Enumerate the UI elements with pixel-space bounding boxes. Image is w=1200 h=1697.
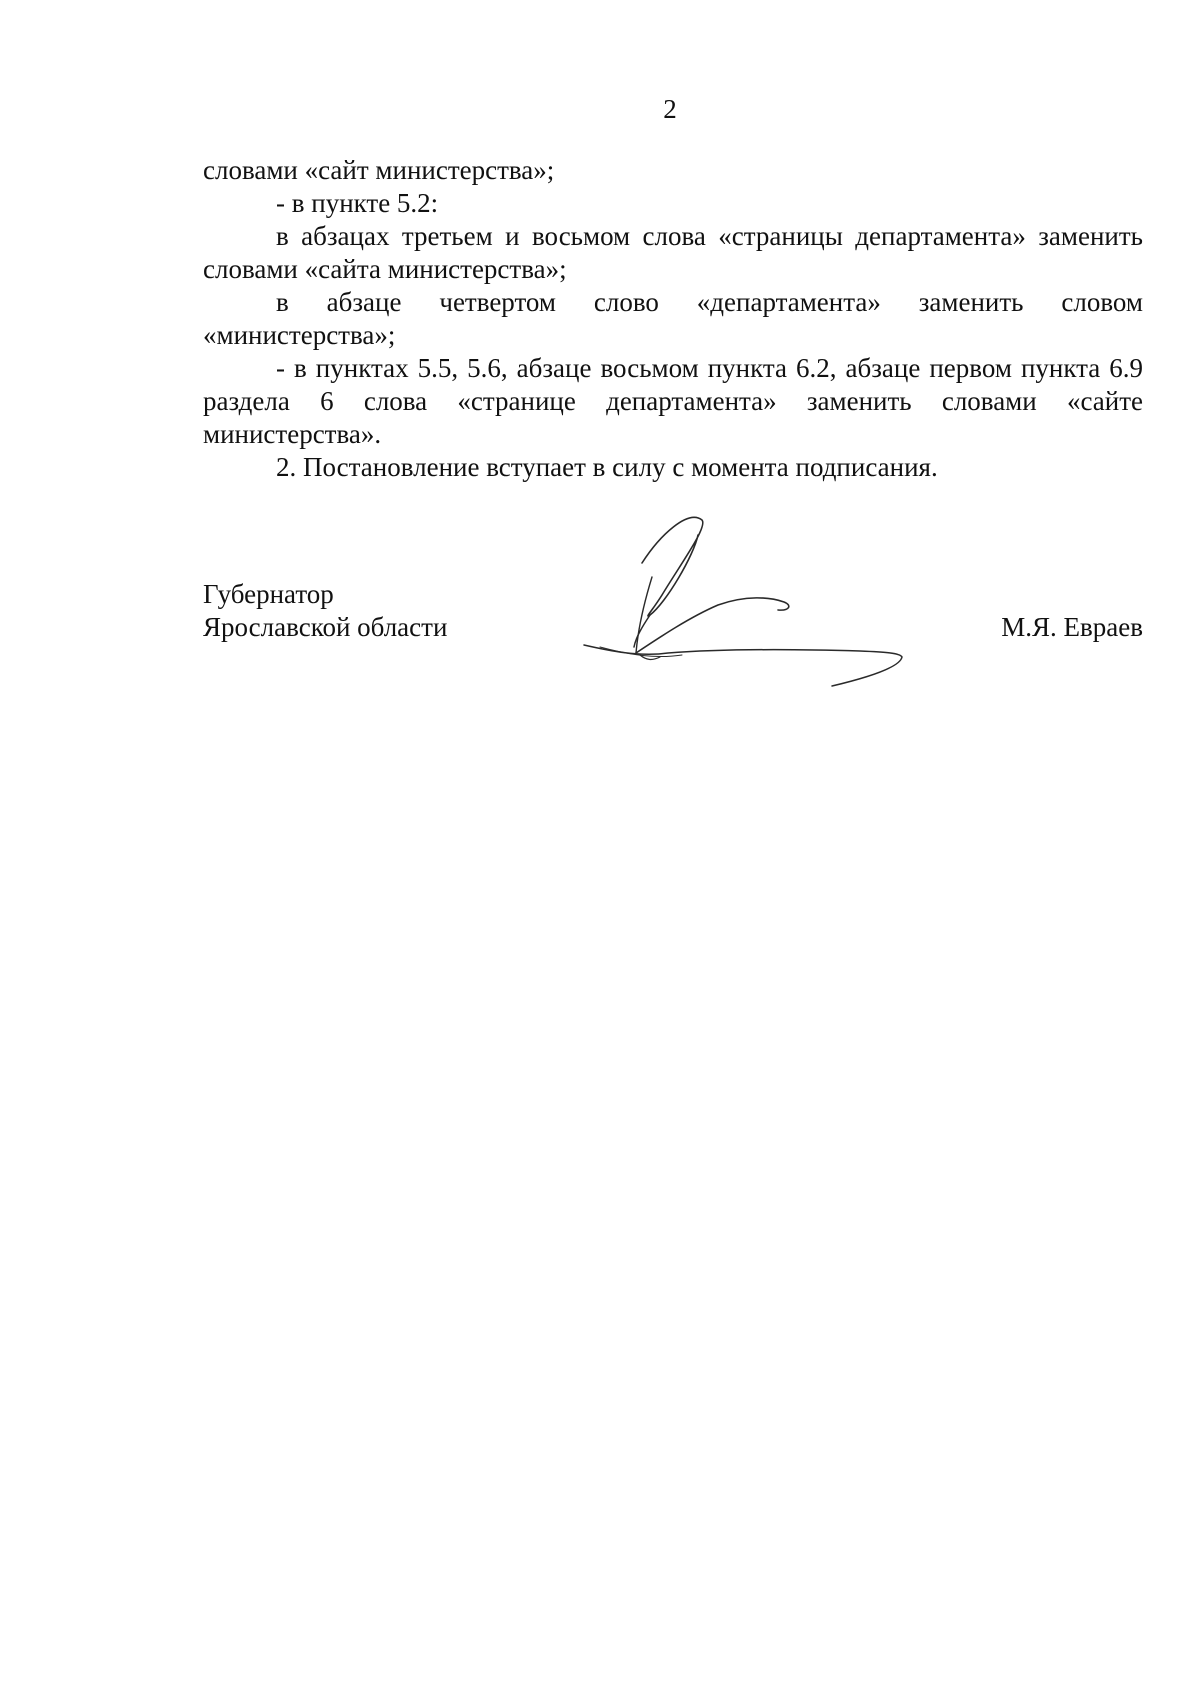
paragraph-abzats-third-eighth: в абзацах третьем и восьмом слова «страницы департамента» заменить словами «сайта министерства»; xyxy=(203,221,1143,284)
paragraph-items-5-5-5-6: - в пунктах 5.5, 5.6, абзаце восьмом пункта 6.2, абзаце первом пункта 6.9 раздела 6 слова «странице департамента» заменить словами «сайте министерства». xyxy=(203,353,1143,449)
signatory-title-line1: Губернатор xyxy=(203,579,334,609)
signatory-title-line2: Ярославской области xyxy=(203,612,448,642)
handwritten-signature xyxy=(570,515,950,695)
paragraph-item-5-2: - в пункте 5.2: xyxy=(276,188,439,218)
paragraph-continuation: словами «сайт министерства»; xyxy=(203,155,555,185)
signatory-title xyxy=(203,578,447,644)
paragraph-abzats-fourth: в абзаце четвертом слово «департамента» заменить словом «министерства»; xyxy=(203,287,1143,350)
signatory-name: М.Я. Евраев xyxy=(1001,612,1143,642)
document-body xyxy=(203,154,1143,484)
page-number: 2 xyxy=(663,94,677,124)
paragraph-effective-date: 2. Постановление вступает в силу с момента подписания. xyxy=(276,452,938,482)
